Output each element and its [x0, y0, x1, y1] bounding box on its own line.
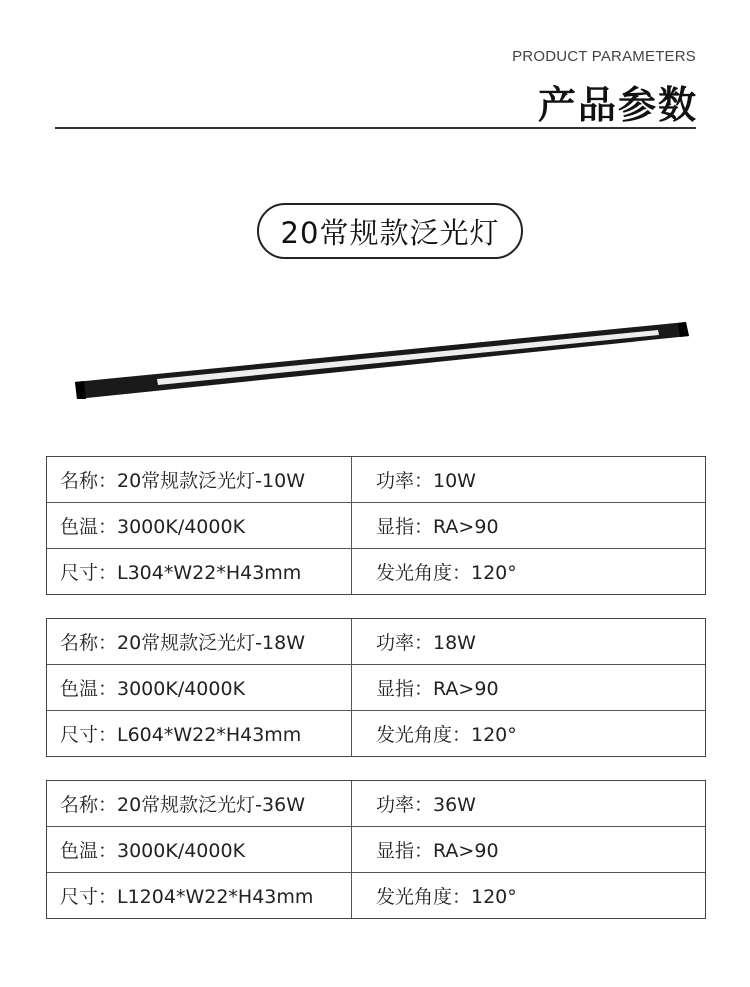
spec-color-temp-cell: 色温：3000K/4000K: [47, 665, 352, 710]
spec-beam-angle-cell: 发光角度：120°: [376, 886, 517, 908]
table-row: [47, 548, 705, 594]
spec-power-cell: 功率：10W: [376, 470, 476, 492]
spec-cri-cell: 显指：RA>90: [376, 678, 499, 700]
spec-beam-angle-cell: 发光角度：120°: [376, 562, 517, 584]
header-divider: [55, 127, 696, 129]
linear-floodlight-image: [0, 300, 750, 420]
spec-color-temp-cell: 色温：3000K/4000K: [47, 827, 352, 872]
lamp-diffuser: [157, 330, 659, 385]
spec-power-cell: 功率：36W: [376, 794, 476, 816]
spec-beam-angle-cell: 发光角度：120°: [376, 724, 517, 746]
table-row: [47, 664, 705, 710]
spec-power-cell: 功率：18W: [376, 632, 476, 654]
spec-cri-cell: 显指：RA>90: [376, 840, 499, 862]
table-row: [47, 619, 705, 664]
section-title: 产品参数: [537, 83, 698, 127]
spec-cri-cell: 显指：RA>90: [376, 516, 499, 538]
spec-table-10w: [46, 456, 706, 595]
table-row: [47, 872, 705, 918]
spec-color-temp-cell: 色温：3000K/4000K: [47, 503, 352, 548]
spec-name-cell: 名称：20常规款泛光灯-10W: [47, 457, 352, 502]
table-row: [47, 781, 705, 826]
product-name-label: 20常规款泛光灯: [280, 215, 500, 250]
spec-size-cell: 尺寸：L604*W22*H43mm: [47, 711, 352, 756]
spec-size-cell: 尺寸：L1204*W22*H43mm: [47, 873, 352, 918]
spec-name-cell: 名称：20常规款泛光灯-18W: [47, 619, 352, 664]
product-name-pill: [257, 203, 523, 259]
table-row: [47, 457, 705, 502]
table-row: [47, 710, 705, 756]
table-row: [47, 502, 705, 548]
spec-table-36w: [46, 780, 706, 919]
spec-size-cell: 尺寸：L304*W22*H43mm: [47, 549, 352, 594]
table-row: [47, 826, 705, 872]
spec-table-18w: [46, 618, 706, 757]
spec-name-cell: 名称：20常规款泛光灯-36W: [47, 781, 352, 826]
section-subtitle-en: PRODUCT PARAMETERS: [512, 48, 696, 65]
